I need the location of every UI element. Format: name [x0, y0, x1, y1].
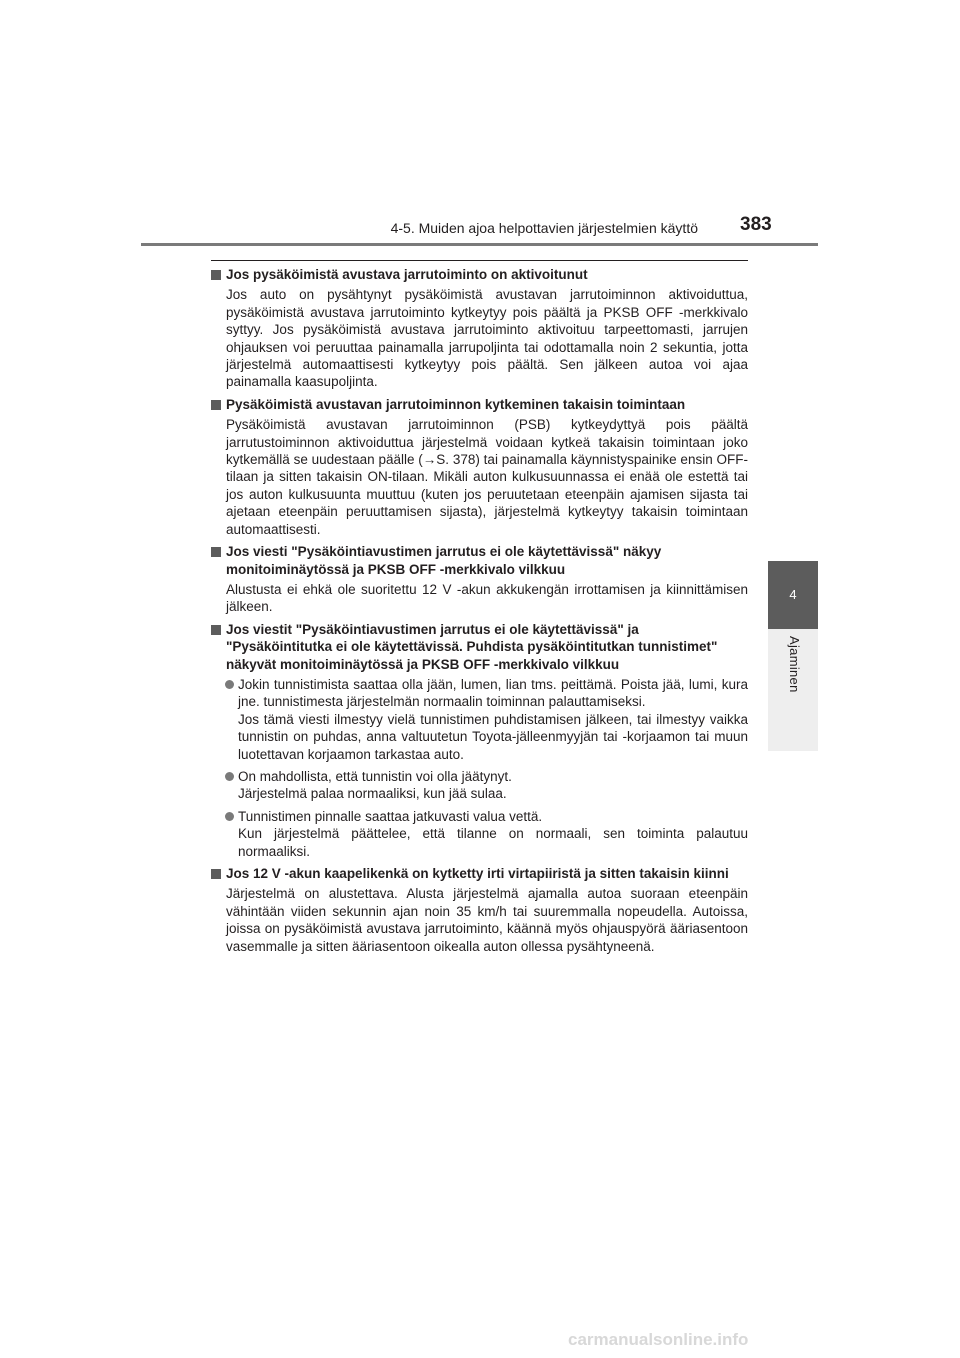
section-sensor-messages	[211, 621, 748, 860]
chapter-label: Ajaminen	[787, 636, 802, 693]
section-psb-reenable	[211, 396, 748, 538]
page-number: 383	[740, 214, 772, 235]
square-bullet-icon	[211, 270, 221, 280]
page-content	[211, 266, 748, 960]
circle-bullet-icon	[225, 772, 234, 781]
section-body: Alustusta ei ehkä ole suoritettu 12 V -akun akkukengän irrottamisen ja kiinnittämisen jälkeen.	[226, 581, 748, 615]
square-bullet-icon	[211, 400, 221, 410]
watermark: carmanualsonline.info	[568, 1330, 749, 1349]
list-item: Tunnistimen pinnalle saattaa jatkuvasti valua vettä. Kun järjestelmä päättelee, että tilanne on normaali, sen toiminta palautuu normaaliksi.	[211, 808, 748, 860]
list-item: Jokin tunnistimista saattaa olla jään, lumen, lian tms. peittämä. Poista jää, lumi, kura jne. tunnistimesta järjestelmän normaalin toiminnan palauttamiseksi. Jos tämä viesti ilmestyy vielä tunnistimen puhdistamisen jälkeen, tai ilmestyy vaikka tunnistin on puhdas, anna valtuutetun Toyota-jälleenmyyjän tai -korjaamon tai muun luotettavan korjaamon tarkastaa auto.	[211, 676, 748, 763]
square-bullet-icon	[211, 547, 221, 557]
section-title: Pysäköimistä avustavan jarrutoiminnon kytkeminen takaisin toimintaan	[211, 396, 748, 413]
chapter-tab[interactable]: 4	[768, 561, 818, 629]
section-body: Jos auto on pysähtynyt pysäköimistä avustavan jarrutoiminnon aktivoiduttua, pysäköimistä avustava jarrutoiminto kytkeytyy pois päältä ja PKSB OFF -merkkivalo syttyy. Jos pysäköimistä avustava jarrutoiminto aktivoituu tarpeettomasti, jarrujen ohjauksen voi peruuttaa painamalla jarrupoljinta tai odottamalla noin 2 sekuntia, jotta järjestelmä automaattisesti kytkeytyy pois päältä. Sen jälkeen autoa voi ajaa painamalla kaasupoljinta.	[226, 287, 748, 390]
section-title: Jos 12 V -akun kaapelikenkä on kytketty irti virtapiiristä ja sitten takaisin kiinni	[211, 865, 748, 882]
square-bullet-icon	[211, 625, 221, 635]
circle-bullet-icon	[225, 812, 234, 821]
section-psb-activated	[211, 266, 748, 391]
list-item: On mahdollista, että tunnistin voi olla jäätynyt. Järjestelmä palaa normaaliksi, kun jää sulaa.	[211, 768, 748, 803]
chapter-section-title: 4-5. Muiden ajoa helpottavien järjestelmien käyttö	[390, 220, 698, 236]
section-body: Pysäköimistä avustavan jarrutoiminnon (PSB) kytkeydyttyä pois päältä jarrutustoiminnon aktivoiduttua järjestelmä voidaan kytkeä takaisin toimintaan joko kytkemällä se uudestaan päälle (→S. 378) tai painamalla käynnistyspainike ensin OFF-tilaan ja sitten takaisin ON-tilaan. Mikäli auton kulkusuunnassa ei enää ole estettä tai jos auton kulkusuunta muuttuu (kuten jos peruutetaan eteenpäin ajamisen sijasta tai ajetaan eteenpäin peruuttamisen sijasta), järjestelmä kytkeytyy takaisin toimintaan automaattisesti.	[226, 417, 748, 537]
page-header	[0, 0, 960, 250]
section-title: Jos viestit "Pysäköintiavustimen jarrutus ei ole käytettävissä" ja "Pysäköintitutka ei ole käytettävissä. Puhdista pysäköintitutkan tunnistimet" näkyvät monitoiminäytössä ja PKSB OFF -merkkivalo vilkkuu	[211, 621, 748, 673]
square-bullet-icon	[211, 869, 221, 879]
section-title: Jos pysäköimistä avustava jarrutoiminto on aktivoitunut	[211, 266, 748, 283]
section-battery-reconnect	[211, 865, 748, 955]
circle-bullet-icon	[225, 680, 234, 689]
content-top-divider	[211, 260, 748, 261]
section-title: Jos viesti "Pysäköintiavustimen jarrutus ei ole käytettävissä" näkyy monitoiminäytössä ja PKSB OFF -merkkivalo vilkkuu	[211, 543, 748, 578]
section-psb-unavailable-message	[211, 543, 748, 616]
header-divider	[141, 243, 818, 246]
section-body: Järjestelmä on alustettava. Alusta järjestelmä ajamalla autoa suoraan eteenpäin vähintään viiden sekunnin ajan noin 35 km/h tai suuremmalla nopeudella. Autoissa, joissa on pysäköimistä avustava jarrutoiminto, käännä myös ohjauspyörä ääriasentoon vasemmalle ja sitten ääriasentoon oikealla auton ollessa pysähtyneenä.	[226, 886, 748, 954]
